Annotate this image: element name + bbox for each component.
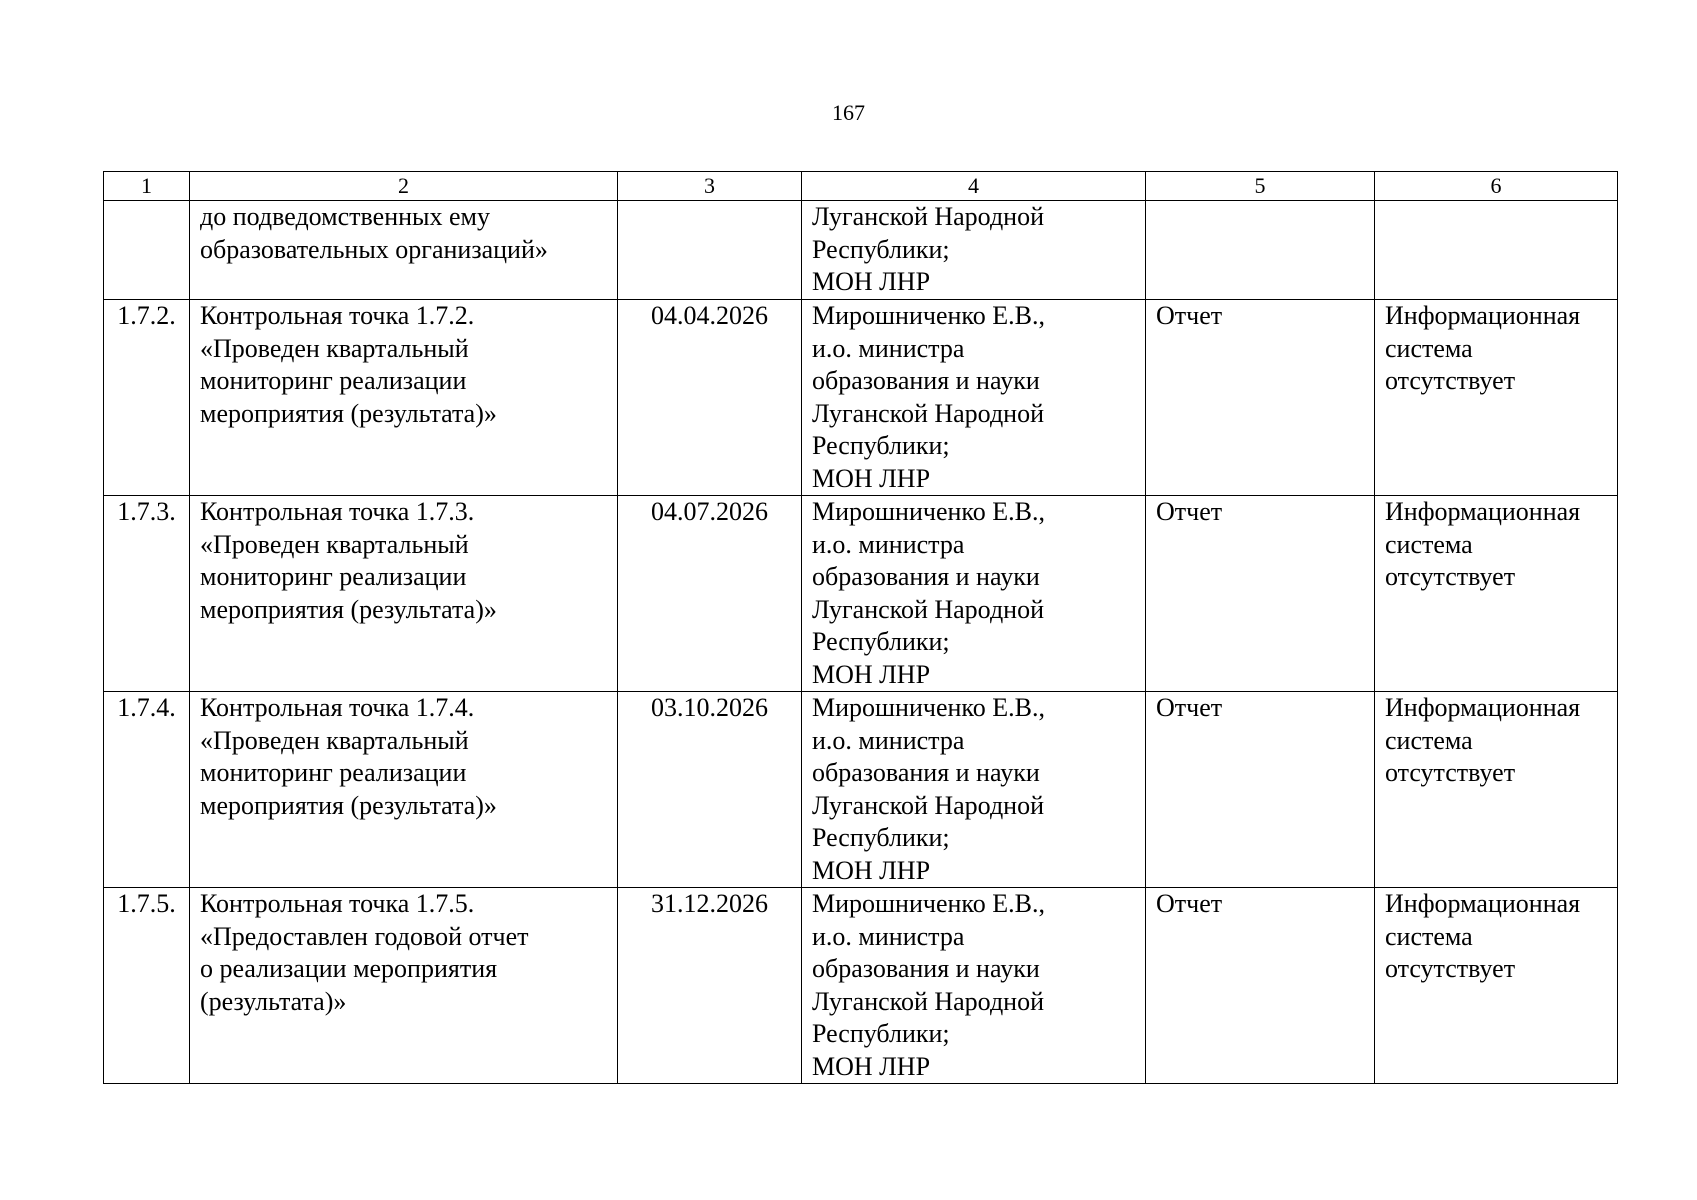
column-header-1: 1 <box>104 172 190 201</box>
date-cell <box>618 888 802 1084</box>
column-header-2: 2 <box>190 172 618 201</box>
responsible-cell <box>802 496 1146 692</box>
row-number-cell <box>104 496 190 692</box>
column-header-4: 4 <box>802 172 1146 201</box>
row-number: 1.7.5. <box>117 889 176 918</box>
information-system: Информационная система отсутствует <box>1385 301 1581 395</box>
responsible-cell <box>802 888 1146 1084</box>
column-header-3: 3 <box>618 172 802 201</box>
information-system: Информационная система отсутствует <box>1385 693 1581 787</box>
control-points-table <box>103 171 1618 1084</box>
name-cell <box>190 496 618 692</box>
system-cell <box>1375 201 1618 300</box>
document-type: Отчет <box>1156 889 1223 918</box>
row-number-cell <box>104 300 190 496</box>
name-cell <box>190 300 618 496</box>
document-cell <box>1146 888 1375 1084</box>
event-name: до подведомственных ему образовательных организаций» <box>200 202 548 264</box>
date-cell <box>618 692 802 888</box>
document-cell <box>1146 692 1375 888</box>
deadline-date: 03.10.2026 <box>651 693 768 722</box>
system-cell <box>1375 692 1618 888</box>
deadline-date: 04.07.2026 <box>651 497 768 526</box>
system-cell <box>1375 300 1618 496</box>
table-row <box>104 496 1618 692</box>
date-cell <box>618 300 802 496</box>
table-row <box>104 692 1618 888</box>
document-type: Отчет <box>1156 693 1223 722</box>
information-system: Информационная система отсутствует <box>1385 889 1581 983</box>
row-number: 1.7.3. <box>117 497 176 526</box>
row-number: 1.7.2. <box>117 301 176 330</box>
deadline-date: 31.12.2026 <box>651 889 768 918</box>
table-row <box>104 888 1618 1084</box>
row-number: 1.7.4. <box>117 693 176 722</box>
responsible-cell <box>802 692 1146 888</box>
document-cell <box>1146 496 1375 692</box>
row-number-cell <box>104 692 190 888</box>
event-name: Контрольная точка 1.7.2. «Проведен квартальный мониторинг реализации мероприятия (результата)» <box>200 301 497 428</box>
system-cell <box>1375 496 1618 692</box>
responsible-cell <box>802 300 1146 496</box>
document-cell <box>1146 201 1375 300</box>
column-header-5: 5 <box>1146 172 1375 201</box>
system-cell <box>1375 888 1618 1084</box>
table-row <box>104 300 1618 496</box>
name-cell <box>190 201 618 300</box>
name-cell <box>190 692 618 888</box>
name-cell <box>190 888 618 1084</box>
responsible-person: Мирошниченко Е.В., и.о. министра образования и науки Луганской Народной Республики; МОН ЛНР <box>812 301 1045 493</box>
information-system: Информационная система отсутствует <box>1385 497 1581 591</box>
event-name: Контрольная точка 1.7.3. «Проведен квартальный мониторинг реализации мероприятия (результата)» <box>200 497 497 624</box>
event-name: Контрольная точка 1.7.4. «Проведен квартальный мониторинг реализации мероприятия (результата)» <box>200 693 497 820</box>
table-header-row <box>104 172 1618 201</box>
document-type: Отчет <box>1156 301 1223 330</box>
document-type: Отчет <box>1156 497 1223 526</box>
responsible-person: Луганской Народной Республики; МОН ЛНР <box>812 202 1044 296</box>
document-cell <box>1146 300 1375 496</box>
column-header-6: 6 <box>1375 172 1618 201</box>
responsible-person: Мирошниченко Е.В., и.о. министра образования и науки Луганской Народной Республики; МОН ЛНР <box>812 693 1045 885</box>
responsible-person: Мирошниченко Е.В., и.о. министра образования и науки Луганской Народной Республики; МОН ЛНР <box>812 497 1045 689</box>
date-cell <box>618 496 802 692</box>
responsible-person: Мирошниченко Е.В., и.о. министра образования и науки Луганской Народной Республики; МОН ЛНР <box>812 889 1045 1081</box>
date-cell <box>618 201 802 300</box>
responsible-cell <box>802 201 1146 300</box>
row-number-cell <box>104 201 190 300</box>
row-number-cell <box>104 888 190 1084</box>
table-row <box>104 201 1618 300</box>
page-number: 167 <box>832 100 865 125</box>
deadline-date: 04.04.2026 <box>651 301 768 330</box>
event-name: Контрольная точка 1.7.5. «Предоставлен годовой отчет о реализации мероприятия (результата)» <box>200 889 529 1016</box>
